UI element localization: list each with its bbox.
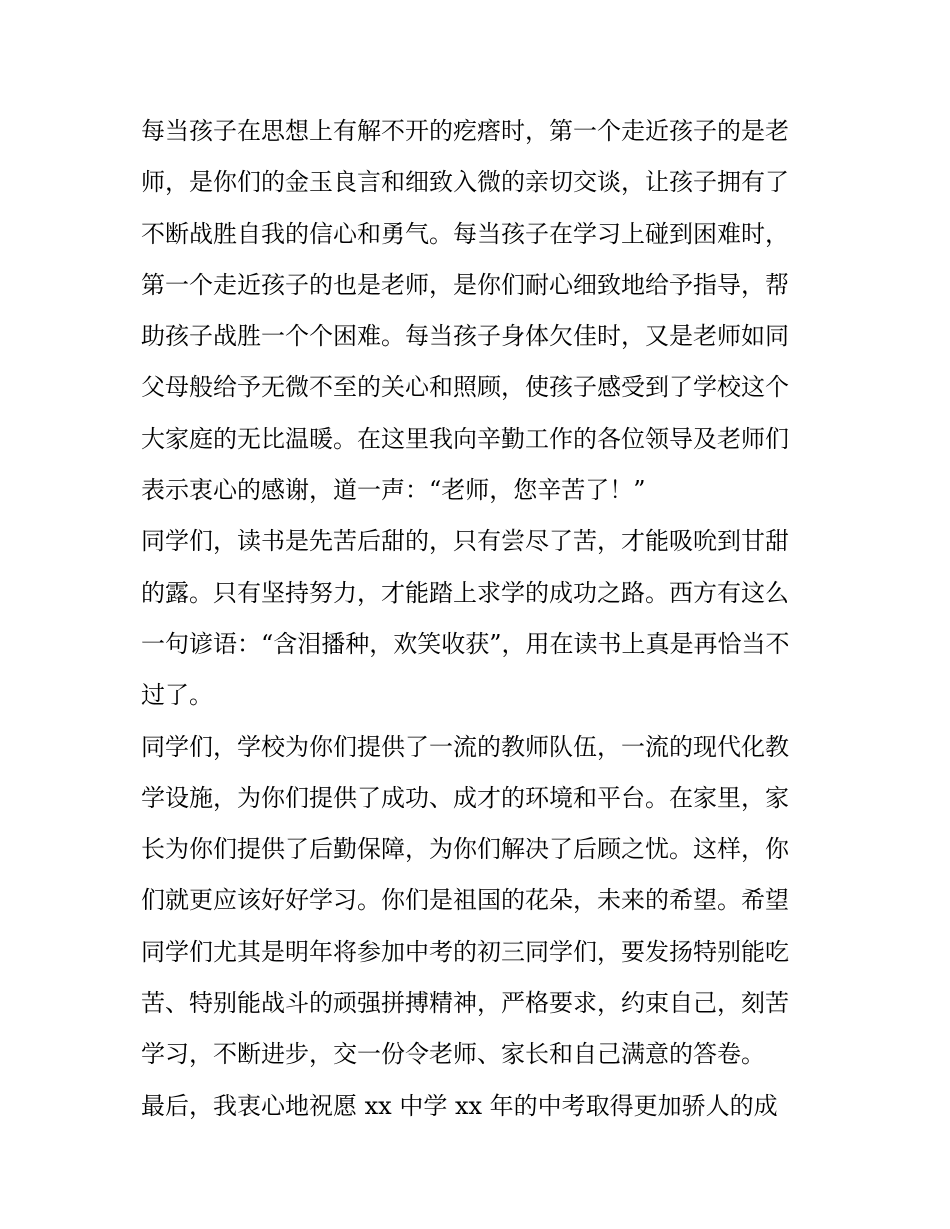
- text-line-17: 同学们尤其是明年将参加中考的初三同学们，要发扬特别能吃: [141, 937, 789, 966]
- text-line-14: 学设施，为你们提供了成功、成才的环境和平台。在家里，家: [141, 783, 789, 812]
- text-line-10: 的露。只有坚持努力，才能踏上求学的成功之路。西方有这么: [141, 578, 789, 607]
- text-line-15: 长为你们提供了后勤保障，为你们解决了后顾之忧。这样，你: [141, 835, 789, 864]
- text-line-13: 同学们，学校为你们提供了一流的教师队伍，一流的现代化教: [141, 732, 789, 761]
- text-line-5: 助孩子战胜一个个困难。每当孩子身体欠佳时，又是老师如同: [141, 322, 789, 351]
- text-line-9: 同学们，读书是先苦后甜的，只有尝尽了苦，才能吸吮到甘甜: [141, 527, 789, 556]
- text-line-12: 过了。: [141, 681, 213, 710]
- text-line-11: 一句谚语：“含泪播种，欢笑收获”，用在读书上真是再恰当不: [141, 629, 790, 658]
- text-line-7: 大家庭的无比温暖。在这里我向辛勤工作的各位领导及老师们: [141, 424, 789, 453]
- text-line-19: 学习，不断进步，交一份令老师、家长和自己满意的答卷。: [141, 1040, 765, 1069]
- document-body: [141, 106, 821, 1132]
- text-line-3: 不断战胜自我的信心和勇气。每当孩子在学习上碰到困难时，: [141, 219, 789, 248]
- text-line-6: 父母般给予无微不至的关心和照顾，使孩子感受到了学校这个: [141, 373, 789, 402]
- text-line-8: 表示衷心的感谢，道一声：“老师，您辛苦了！”: [141, 476, 646, 505]
- text-line-1: 每当孩子在思想上有解不开的疙瘩时，第一个走近孩子的是老: [141, 117, 789, 145]
- text-line-16: 们就更应该好好学习。你们是祖国的花朵，未来的希望。希望: [141, 886, 789, 915]
- text-line-2: 师，是你们的金玉良言和细致入微的亲切交谈，让孩子拥有了: [141, 168, 789, 197]
- text-line-4: 第一个走近孩子的也是老师，是你们耐心细致地给予指导，帮: [141, 270, 789, 299]
- text-line-20: 最后，我衷心地祝愿 xx 中学 xx 年的中考取得更加骄人的成: [141, 1091, 778, 1120]
- text-line-18: 苦、特别能战斗的顽强拼搏精神，严格要求，约束自己，刻苦: [141, 989, 789, 1018]
